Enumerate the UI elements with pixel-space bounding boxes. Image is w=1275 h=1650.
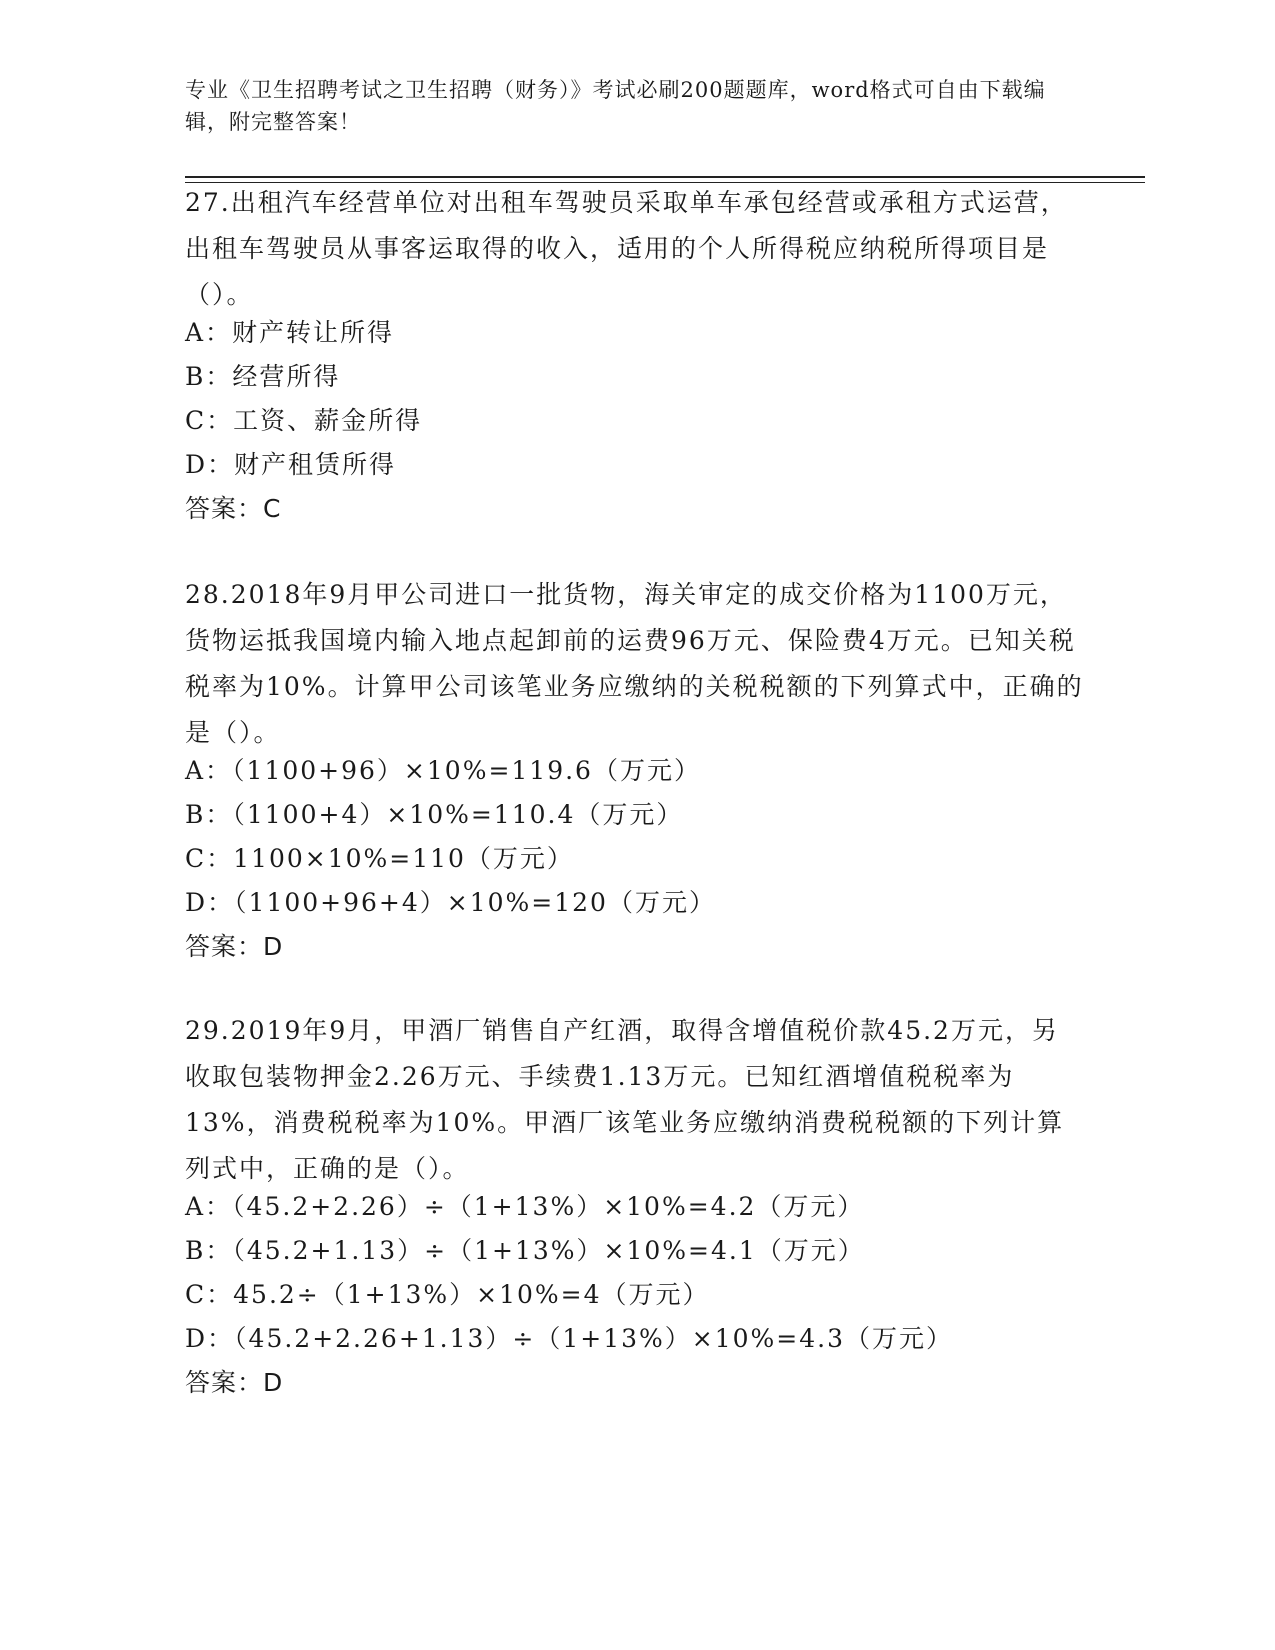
- question-27-stem: 27.出租汽车经营单位对出租车驾驶员采取单车承包经营或承租方式运营，出租车驾驶员从事客运取得的收入，适用的个人所得税应纳税所得项目是（）。: [185, 188, 1068, 309]
- question-29-stem: 29.2019年9月，甲酒厂销售自产红酒，取得含增值税价款45.2万元，另收取包装物押金2.26万元、手续费1.13万元。已知红酒增值税税率为13%，消费税税率为10%。甲酒厂该笔业务应缴纳消费税税额的下列计算列式中，正确的是（）。: [185, 1016, 1065, 1183]
- question-29-option-b: B：（45.2+1.13）÷（1+13%）×10%=4.1（万元）: [185, 1236, 865, 1265]
- question-29-answer: 答案：D: [185, 1368, 284, 1397]
- document-header: 专业《卫生招聘考试之卫生招聘（财务）》考试必刷200题题库，word格式可自由下载编辑，附完整答案！: [185, 78, 1046, 134]
- question-29-option-c: C：45.2÷（1+13%）×10%=4（万元）: [185, 1280, 710, 1309]
- question-28-answer: 答案：D: [185, 932, 284, 961]
- question-27-answer: 答案：C: [185, 494, 282, 523]
- question-27-option-d: D：财产租赁所得: [185, 450, 397, 479]
- question-29-option-a: A：（45.2+2.26）÷（1+13%）×10%=4.2（万元）: [185, 1192, 865, 1221]
- question-28-option-c: C：1100×10%=110（万元）: [185, 844, 574, 873]
- question-28-stem: 28.2018年9月甲公司进口一批货物，海关审定的成交价格为1100万元，货物运抵我国境内输入地点起卸前的运费96万元、保险费4万元。已知关税税率为10%。计算甲公司该笔业务应缴纳的关税税额的下列算式中，正确的是（）。: [185, 580, 1084, 747]
- question-29-option-d: D：（45.2+2.26+1.13）÷（1+13%）×10%=4.3（万元）: [185, 1324, 954, 1353]
- question-27-option-b: B：经营所得: [185, 362, 341, 391]
- question-28-option-b: B：（1100+4）×10%=110.4（万元）: [185, 800, 684, 829]
- question-28-option-d: D：（1100+96+4）×10%=120（万元）: [185, 888, 716, 917]
- question-28-option-a: A：（1100+96）×10%=119.6（万元）: [185, 756, 701, 785]
- header-rule-thick: [185, 176, 1145, 178]
- question-27-option-a: A：财产转让所得: [185, 318, 395, 347]
- question-27-option-c: C：工资、薪金所得: [185, 406, 423, 435]
